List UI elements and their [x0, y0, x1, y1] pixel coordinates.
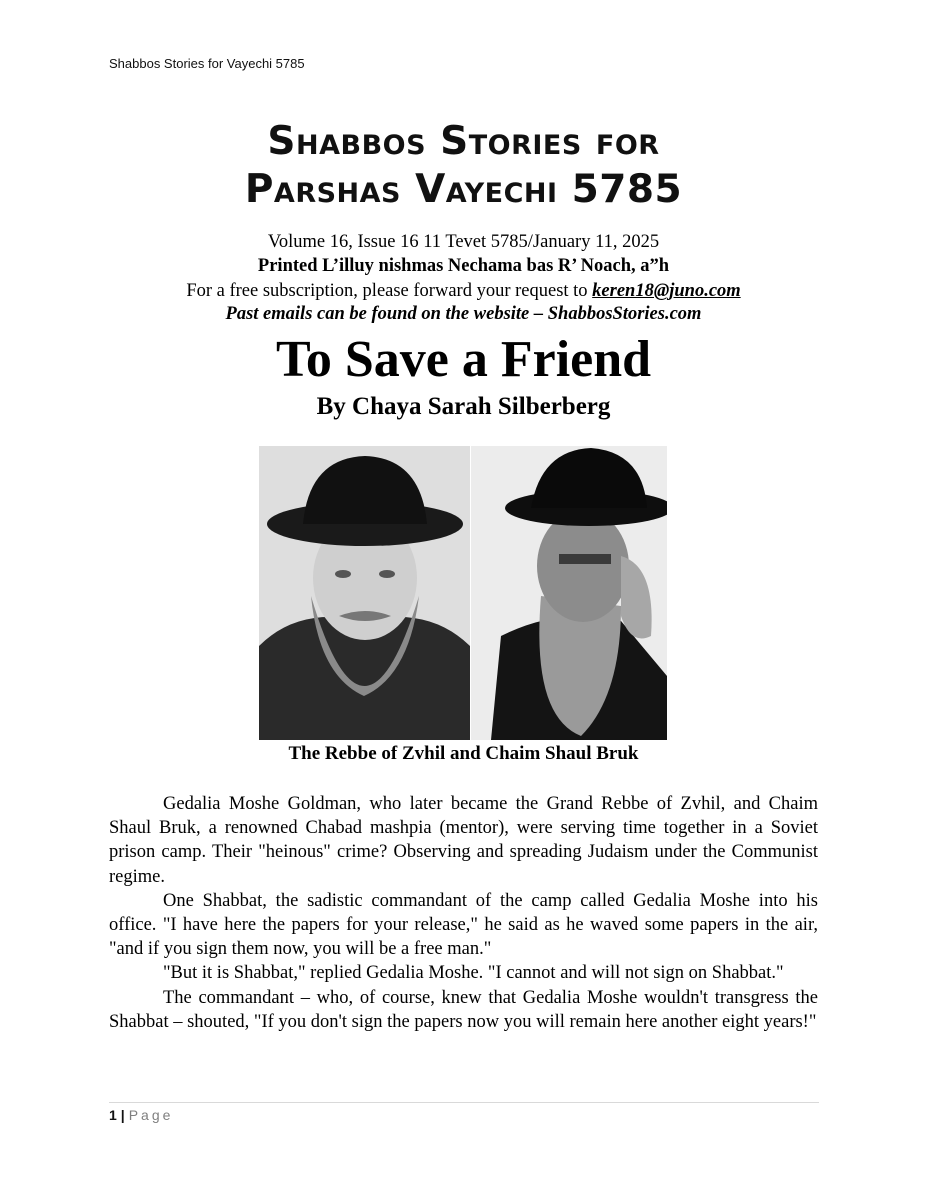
article-title: To Save a Friend: [275, 331, 652, 388]
article-byline: By Chaya Sarah Silberberg: [316, 393, 611, 420]
paragraph: "But it is Shabbat," replied Gedalia Moshe. "I cannot and will not sign on Shabbat.": [163, 963, 784, 984]
paragraph: The commandant – who, of course, knew that Gedalia Moshe wouldn't transgress the Shabbat – shouted, "If you don't sign the papers now you will remain here another eight years!": [109, 987, 818, 1032]
photo-caption: The Rebbe of Zvhil and Chaim Shaul Bruk: [288, 743, 639, 764]
paragraph: One Shabbat, the sadistic commandant of the camp called Gedalia Moshe into his office. "I have here the papers for your release," he said as he waved some papers in the air, "and if you sign them now, you will be a free man.": [109, 890, 818, 960]
website-line: Past emails can be found on the website – ShabbosStories.com: [225, 304, 702, 324]
page-number: 1: [109, 1107, 117, 1123]
page-label: Page: [128, 1107, 174, 1123]
volume-line: Volume 16, Issue 16 11 Tevet 5785/January 11, 2025: [267, 232, 660, 252]
portrait-photo-left: [259, 446, 470, 740]
subscription-line: [0, 280, 927, 303]
article-body: [109, 792, 818, 1034]
portrait-illustration-right: [471, 446, 667, 740]
masthead-line-2: Parshas Vayechi 5785: [244, 167, 683, 212]
portrait-illustration-left: [259, 446, 470, 740]
dedication-line: Printed L’illuy nishmas Nechama bas R’ Noach, a”h: [257, 256, 670, 276]
portrait-photo-right: [471, 446, 667, 740]
subscription-text: For a free subscription, please forward your request to: [186, 281, 593, 301]
page-footer: [109, 1107, 173, 1123]
running-header: Shabbos Stories for Vayechi 5785: [109, 56, 305, 71]
footer-separator: |: [120, 1107, 125, 1123]
footer-divider: [109, 1102, 819, 1103]
subscription-email-link[interactable]: keren18@juno.com: [592, 281, 741, 301]
masthead-title: [0, 118, 927, 214]
masthead-line-1: Shabbos Stories for: [267, 119, 660, 164]
paragraph: Gedalia Moshe Goldman, who later became the Grand Rebbe of Zvhil, and Chaim Shaul Bruk, a renowned Chabad mashpia (mentor), were serving time together in a Soviet prison camp. Their "heinous" crime? Observing and spreading Judaism under the Communist regime.: [109, 794, 818, 887]
